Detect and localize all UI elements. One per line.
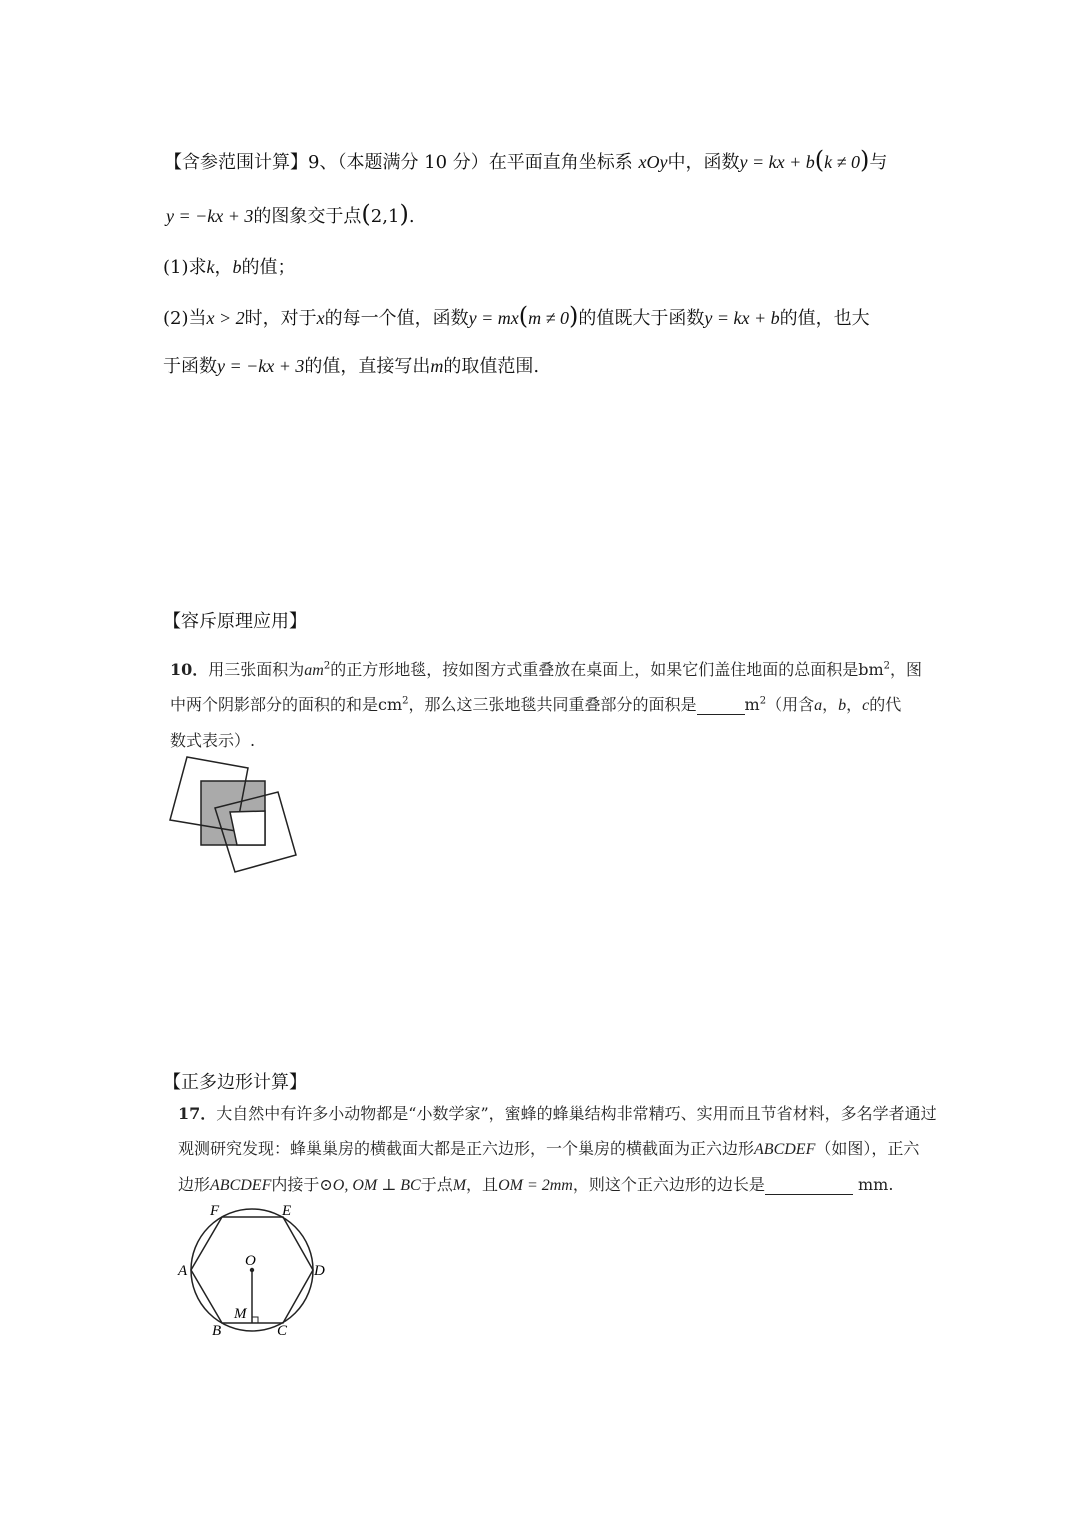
text: （用含 xyxy=(766,695,815,714)
superscript: 2 xyxy=(883,660,891,672)
q17-line-2 xyxy=(178,1136,919,1159)
text: 中，函数 xyxy=(667,152,740,173)
text: ，且 xyxy=(466,1175,499,1194)
section-tag: 【含参范围计算】 xyxy=(164,152,308,173)
text: 大自然中有许多小动物都是“小数学家”，蜜蜂的蜂巢结构非常精巧、实用而且节省材料，多名学者通过 xyxy=(216,1104,937,1123)
math-k: k xyxy=(206,257,215,277)
answer-blank[interactable] xyxy=(765,1175,853,1195)
text: 的代 xyxy=(869,695,902,714)
math-func-5: y = −kx + 3 xyxy=(217,356,305,376)
math-cond-m: m ≠ 0 xyxy=(528,308,570,328)
white-overlap xyxy=(230,811,265,845)
math-m: m xyxy=(430,356,444,376)
text: 的值； xyxy=(241,257,296,278)
math-func-1: y = kx + b xyxy=(739,152,815,172)
q10-line-3: 数式表示）. xyxy=(170,731,256,750)
text: 在平面直角坐标系 xyxy=(488,152,633,173)
text: ，图 xyxy=(890,660,923,679)
unit: m xyxy=(744,695,760,714)
section-tag-regular-polygon: 【正多边形计算】 xyxy=(163,1072,307,1093)
label-f: F xyxy=(210,1203,220,1219)
text: 的取值范围. xyxy=(443,356,540,377)
text: . xyxy=(408,206,415,227)
text: 观测研究发现：蜂巢巢房的横截面大都是正六边形，一个巢房的横截面为正六边形 xyxy=(178,1139,755,1158)
text: 与 xyxy=(869,152,888,173)
hexagon-figure xyxy=(170,1195,335,1340)
q17-line-1 xyxy=(178,1101,937,1124)
q10-line-2 xyxy=(170,692,901,715)
text: 的图象交于点 xyxy=(253,206,362,227)
math-cond-k: k ≠ 0 xyxy=(824,152,861,172)
math-om: OM = 2mm xyxy=(498,1177,573,1194)
label-e: E xyxy=(282,1203,292,1219)
math-a: a xyxy=(814,697,823,714)
math-func-4: y = kx + b xyxy=(704,308,780,328)
math-xoy: xOy xyxy=(638,152,668,172)
text: 中两个阴影部分的面积的和是 xyxy=(170,695,379,714)
text: ，那么这三张地毯共同重叠部分的面积是 xyxy=(408,695,697,714)
text: 时，对于 xyxy=(244,308,317,329)
math-x: x xyxy=(316,308,325,328)
math-m-point: M xyxy=(452,1177,467,1194)
text: (2)当 xyxy=(163,308,207,329)
math-cm: cm xyxy=(378,695,403,714)
q17-line-3 xyxy=(178,1172,893,1195)
text: 的每一个值，函数 xyxy=(324,308,469,329)
q9-part-1 xyxy=(163,253,296,279)
carpet-figure xyxy=(160,745,310,880)
text: ， xyxy=(822,695,839,714)
text: ，则这个正六边形的边长是 xyxy=(572,1175,765,1194)
math-abcdef: ABCDEF xyxy=(754,1141,816,1158)
label-c: C xyxy=(277,1323,288,1339)
question-number: 10． xyxy=(170,660,209,679)
math-bm: bm xyxy=(858,660,884,679)
superscript: 2 xyxy=(759,695,767,707)
label-d: D xyxy=(314,1263,325,1279)
text: 用三张面积为 xyxy=(208,660,305,679)
text: 于点 xyxy=(420,1175,453,1194)
text: 的值，直接写出 xyxy=(304,356,431,377)
text: . xyxy=(888,1175,894,1194)
question-points: （本题满分 10 分） xyxy=(337,152,489,173)
text: ， xyxy=(214,257,233,278)
question-number: 17． xyxy=(178,1104,217,1123)
label-a: A xyxy=(178,1263,188,1279)
math-func-2: y = −kx + 3 xyxy=(166,206,254,226)
unit: mm xyxy=(857,1175,889,1194)
math-b: b xyxy=(838,697,847,714)
math-b: b xyxy=(232,257,242,277)
text: 内接于 xyxy=(271,1175,320,1194)
right-angle-mark xyxy=(252,1317,258,1323)
label-m: M xyxy=(234,1306,247,1322)
q9-line-1: 【含参范围计算】9、（本题满分 10 分）在平面直角坐标系 xOy中，函数y = kx + b(k ≠ 0)与 xyxy=(164,146,888,174)
q9-part-2-cont xyxy=(163,352,539,378)
q10-line-1 xyxy=(170,657,922,680)
math-am: am xyxy=(304,662,324,679)
q9-part-2: (2)当x > 2时，对于x的每一个值，函数y = mx(m ≠ 0)的值既大于函数y = kx + b的值，也大 xyxy=(163,302,870,330)
q9-line-2: y = −kx + 3的图象交于点(2,1). xyxy=(166,200,415,228)
text: (1)求 xyxy=(163,257,207,278)
math-abcdef: ABCDEF xyxy=(210,1177,272,1194)
math-cond-x: x > 2 xyxy=(206,308,245,328)
math-circle-relation: ⊙O, OM ⊥ BC xyxy=(319,1177,421,1194)
math-c: c xyxy=(862,697,870,714)
text: ， xyxy=(846,695,863,714)
superscript: 2 xyxy=(323,660,331,672)
math-func-3: y = mx xyxy=(468,308,519,328)
text: （如图），正六 xyxy=(815,1139,920,1158)
text: 于函数 xyxy=(163,356,217,377)
math-point: 2,1 xyxy=(370,206,400,227)
label-o: O xyxy=(245,1253,256,1269)
question-number: 9、 xyxy=(308,152,338,173)
label-b: B xyxy=(212,1323,222,1339)
text: 的正方形地毯，按如图方式重叠放在桌面上，如果它们盖住地面的总面积是 xyxy=(330,660,859,679)
text: 的值既大于函数 xyxy=(578,308,705,329)
superscript: 2 xyxy=(402,695,409,707)
answer-blank[interactable] xyxy=(697,695,745,715)
section-tag-inclusion-exclusion: 【容斥原理应用】 xyxy=(163,611,307,632)
text: 边形 xyxy=(178,1175,211,1194)
text: 的值，也大 xyxy=(779,308,870,329)
